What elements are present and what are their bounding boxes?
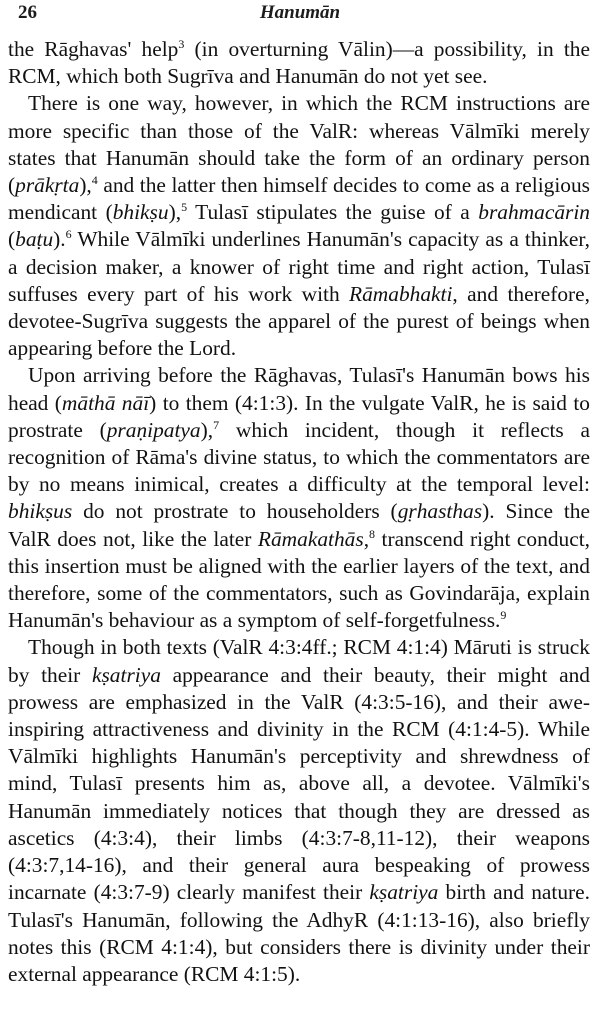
- page-number: 26: [18, 2, 37, 23]
- running-title: Hanumān: [259, 2, 341, 23]
- italic-term: kṣatriya: [91, 662, 161, 687]
- text-run: (: [8, 227, 16, 252]
- text-run: ,: [363, 526, 370, 551]
- footnote-ref: 7: [213, 417, 220, 432]
- text-run: ),: [79, 173, 92, 198]
- italic-term: kṣatriya: [369, 880, 439, 905]
- text-run: which incident, though it reflects a recognition of Rāma's divine status, to which the commentators are by no means inimical, creates a difficulty at the temporal level:: [8, 417, 590, 497]
- italic-term: bhikṣu: [112, 200, 169, 225]
- footnote-ref: 6: [65, 227, 72, 242]
- text-run: , and therefore, devotee-Sugrīva suggests the apparel of the purest of beings when appearing before the Lord.: [8, 281, 590, 361]
- text-run: appearance and their beauty, their might and prowess are emphasized in the ValR (4:3:5-16), and their awe-inspiring attractiveness and divinity in the RCM (4:1:4-5). While Vālmīki highlights Hanumān's perceptivity and shrewdness of mind, Tulasī presents him as, above all, a devotee. Vālmīki's Hanumān immediately notices that though they are dressed as ascetics (4:3:4), their limbs (4:3:7-8,11-12), their weapons (4:3:7,14-16), and their general aura bespeaking of prowess incarnate (4:3:7-9) clearly manifest their: [8, 662, 590, 905]
- footnote-ref: 3: [178, 37, 185, 51]
- italic-term: baṭu: [15, 227, 54, 252]
- text-run: ) to them (4:1:3). In the vulgate ValR, he is said to prostrate (: [8, 390, 590, 442]
- footnote-ref: 8: [369, 526, 376, 541]
- text-run: ),: [200, 417, 214, 442]
- page-header: [8, 0, 600, 36]
- paragraph: [8, 634, 590, 988]
- italic-term: Rāmabhakti: [349, 281, 453, 306]
- paragraph: [8, 362, 590, 634]
- italic-term: prākṛta: [15, 173, 80, 198]
- footnote-ref: 4: [91, 173, 98, 188]
- text-run: (in overturning Vālin)—a possibility, in the RCM, which both Sugrīva and Hanumān do not yet see.: [8, 37, 591, 89]
- italic-term: Rāmakathās: [257, 526, 364, 551]
- paragraph: [8, 36, 590, 90]
- footnote-ref: 5: [181, 200, 188, 215]
- paragraph: [8, 90, 590, 362]
- italic-term: praṇipatya: [106, 417, 201, 442]
- body-text: [8, 36, 590, 988]
- italic-term: bhikṣus: [8, 499, 73, 524]
- text-run: ). Since the ValR does not, like the later: [8, 499, 590, 551]
- text-run: ).: [53, 227, 66, 252]
- text-run: birth and nature. Tulasī's Hanumān, following the AdhyR (4:1:13-16), also briefly notes this (RCM 4:1:4), but considers there is divinity under their external appearance (RCM 4:1:5).: [8, 880, 590, 986]
- italic-term: māthā nāī: [61, 390, 150, 415]
- text-run: While Vālmīki underlines Hanumān's capacity as a thinker, a decision maker, a knower of right time and right action, Tulasī suffuses every part of his work with: [8, 227, 590, 306]
- italic-term: brahmacārin: [478, 200, 590, 225]
- text-run: ),: [168, 200, 182, 225]
- italic-term: gṛhasthas: [397, 499, 483, 524]
- text-run: and the latter then himself decides to come as a religious mendicant (: [8, 173, 590, 225]
- text-run: Tulasī stipulates the guise of a: [187, 200, 479, 225]
- text-run: transcend right conduct, this insertion must be aligned with the earlier layers of the text, and therefore, some of the commentators, such as Govindarāja, explain Hanumān's behaviour as a symptom of self-forgetfulness.: [8, 526, 590, 633]
- text-run: There is one way, however, in which the RCM instructions are more specific than those of the ValR: whereas Vālmīki merely states that Hanumān should take the form of an ordinary person (: [8, 91, 590, 198]
- footnote-ref: 9: [500, 608, 507, 623]
- text-run: Though in both texts (ValR 4:3:4ff.; RCM 4:1:4) Māruti is struck by their: [8, 635, 590, 687]
- text-run: do not prostrate to householders (: [72, 499, 398, 524]
- text-run: the Rāghavas' help: [8, 37, 179, 61]
- text-run: Upon arriving before the Rāghavas, Tulasī's Hanumān bows his head (: [8, 363, 590, 415]
